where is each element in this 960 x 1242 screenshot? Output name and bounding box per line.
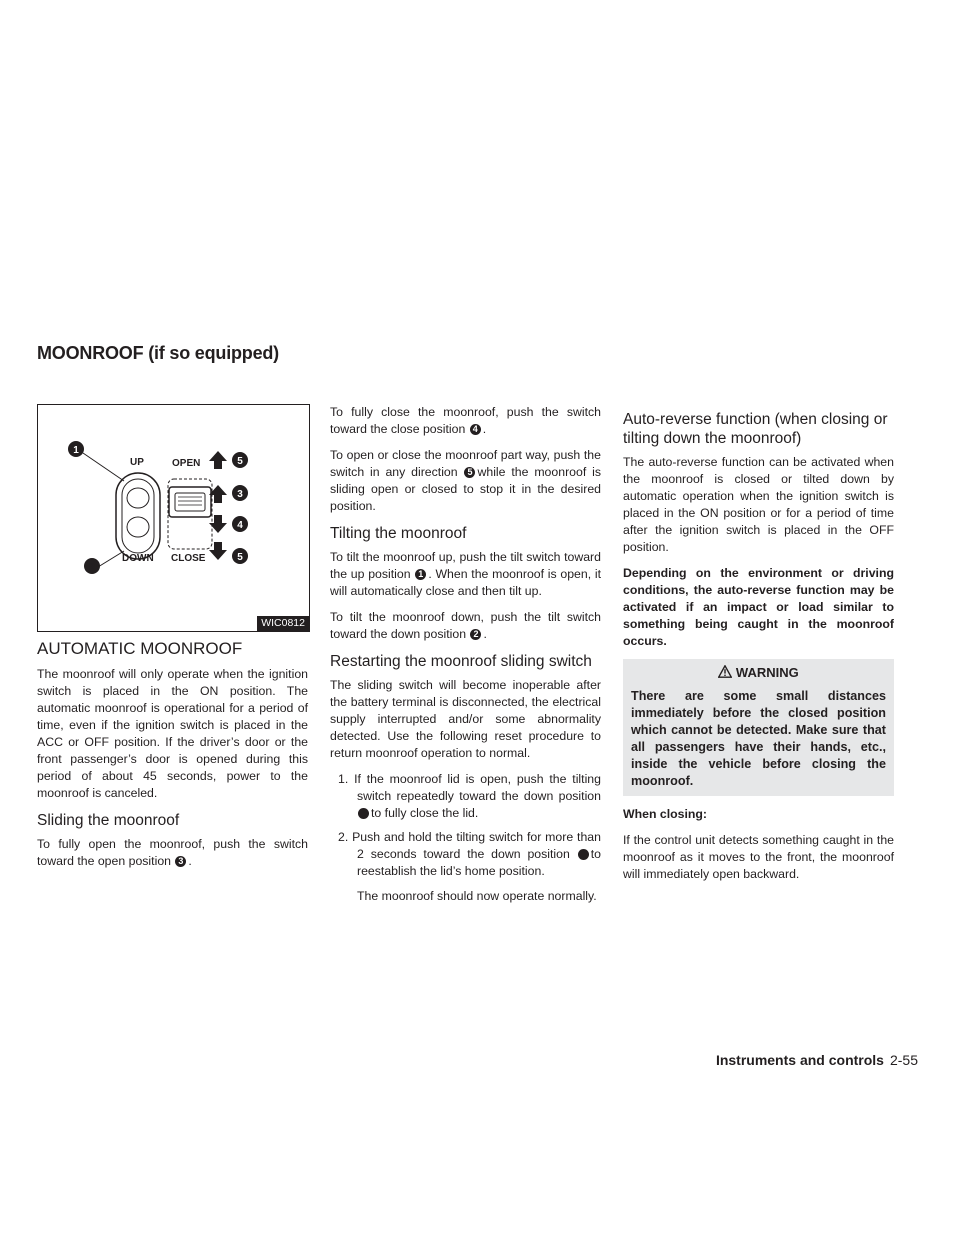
heading-tilting: Tilting the moonroof xyxy=(330,525,467,542)
figure-code: WIC0812 xyxy=(257,616,309,631)
paragraph-partway: To open or close the moonroof part way, push the switch in any direction 5 while the moonroof is sliding open or closed to stop it in the desired position. xyxy=(330,448,601,513)
column-3 xyxy=(623,404,894,892)
callout-ref: 2 xyxy=(358,808,369,819)
warning-label: WARNING xyxy=(735,665,799,680)
callout-3: 3 xyxy=(237,489,243,500)
footer-section: Instruments and controls xyxy=(715,1052,884,1068)
step-1: 1. If the moonroof lid is open, push the tilting switch repeatedly toward the down position 2 to fully close the lid. xyxy=(338,772,601,820)
page-number: 2-55 xyxy=(889,1052,918,1068)
heading-sliding: Sliding the moonroof xyxy=(37,812,180,829)
callout-5-top: 5 xyxy=(237,456,243,467)
section-title: MOONROOF (if so equipped) xyxy=(37,343,279,363)
callout-5-bottom: 5 xyxy=(237,552,243,563)
paragraph-auto-reverse: The auto-reverse function can be activated when the moonroof is closed or tilted down by automatic operation when the ignition switch is placed in the ON position or for a period of time after the ignition switch is placed in the OFF position. xyxy=(623,455,894,554)
paragraph-when-closing: If the control unit detects something caught in the moonroof as it moves to the front, the moonroof will immediately open backward. xyxy=(623,833,894,881)
warning-box xyxy=(623,659,894,796)
label-open: OPEN xyxy=(172,458,201,469)
heading-auto-reverse: Auto-reverse function (when closing or tilting down the moonroof) xyxy=(623,411,888,447)
warning-heading xyxy=(631,665,886,680)
heading-when-closing: When closing: xyxy=(623,807,708,821)
callout-ref: 2 xyxy=(578,849,589,860)
paragraph-restart: The sliding switch will become inoperable after the battery terminal is disconnected, the electrical supply interrupted and/or some abnormality detected. Use the following reset procedure to return moonroof operation to normal. xyxy=(330,678,601,760)
callout-ref: 2 xyxy=(470,629,481,640)
callout-2: 2 xyxy=(89,562,95,573)
label-up: UP xyxy=(130,457,144,468)
switch-diagram xyxy=(38,405,309,631)
paragraph-tilt-up: To tilt the moonroof up, push the tilt switch toward the up position 1 . When the moonroof is open, it will automatically close and then tilt up. xyxy=(330,550,601,598)
warning-text: There are some small distances immediately before the closed position which cannot be detected. Make sure that all passengers have their hands, etc., inside the vehicle before closing the moonroof. xyxy=(631,689,886,788)
column-1 xyxy=(37,404,308,879)
paragraph-normal: The moonroof should now operate normally. xyxy=(357,889,597,903)
label-close: CLOSE xyxy=(171,553,206,564)
label-down: DOWN xyxy=(122,553,154,564)
heading-automatic-moonroof: AUTOMATIC MOONROOF xyxy=(37,639,243,658)
moonroof-switch-figure xyxy=(37,404,310,632)
callout-1: 1 xyxy=(73,445,79,456)
reset-steps xyxy=(330,771,601,880)
callout-ref: 3 xyxy=(175,856,186,867)
heading-restarting: Restarting the moonroof sliding switch xyxy=(330,653,592,670)
callout-ref: 5 xyxy=(464,467,475,478)
paragraph-auto-reverse-bold: Depending on the environment or driving conditions, the auto-reverse function may be activated if an impact or load similar to something being caught in the moonroof occurs. xyxy=(623,566,894,648)
column-2 xyxy=(330,404,601,914)
callout-ref: 1 xyxy=(415,569,426,580)
paragraph-automatic: The moonroof will only operate when the ignition switch is placed in the ON position. The automatic moonroof is operational for a period of time, even if the ignition switch is placed in the ACC or OFF position. If the driver’s door or the front passenger’s door is opened during this period of about 45 seconds, power to the moonroof is canceled. xyxy=(37,667,308,800)
callout-4: 4 xyxy=(237,520,243,531)
paragraph-sliding-open: To fully open the moonroof, push the switch toward the open position 3 . xyxy=(37,837,308,868)
paragraph-sliding-close: To fully close the moonroof, push the switch toward the close position 4 . xyxy=(330,405,601,436)
callout-ref: 4 xyxy=(470,424,481,435)
paragraph-tilt-down: To tilt the moonroof down, push the tilt switch toward the down position 2 . xyxy=(330,610,601,641)
page-footer xyxy=(716,1052,918,1068)
warning-icon xyxy=(718,665,732,678)
step-2: 2. Push and hold the tilting switch for more than 2 seconds toward the down position 2 to reestablish the lid’s home position. xyxy=(338,830,601,878)
